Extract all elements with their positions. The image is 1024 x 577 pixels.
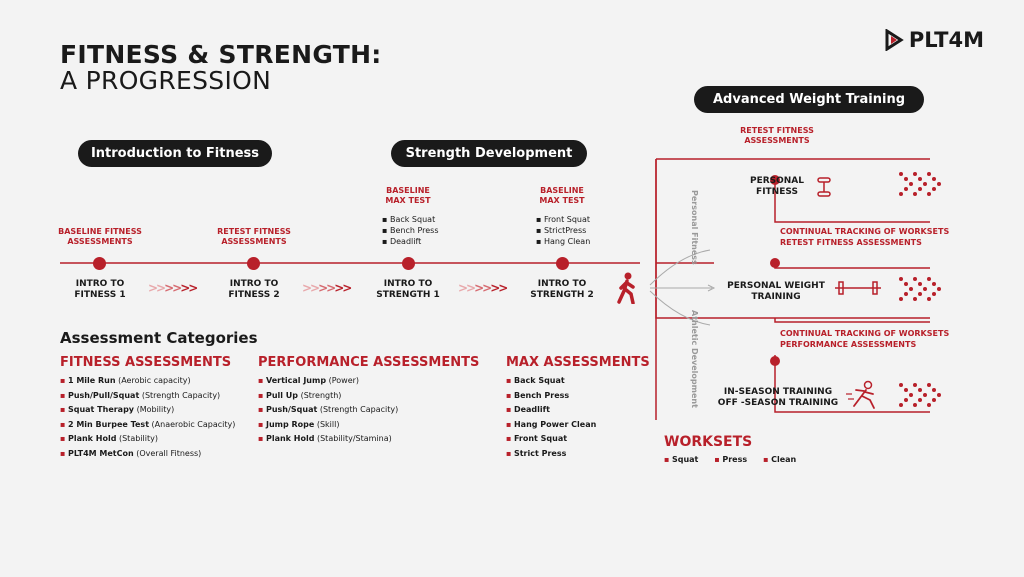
max-assessments-title: MAX ASSESSMENTS [506, 355, 650, 370]
list-item: ▪ Back Squat [506, 374, 596, 389]
dot-arrow-icon [898, 276, 944, 302]
list-item: ▪ Pull Up (Strength) [258, 389, 398, 404]
list-item: ▪ Press [714, 453, 747, 468]
retest-top-label: RETEST FITNESS ASSESSMENTS [740, 126, 814, 145]
node4-top-label: BASELINE MAX TEST [539, 186, 585, 205]
node4-label: INTRO TO STRENGTH 2 [530, 279, 594, 300]
barbell-icon [833, 281, 883, 295]
list-item: ▪ Deadlift [382, 236, 439, 247]
season-note-1: CONTINUAL TRACKING OF WORKSETS [780, 329, 950, 338]
list-item: ▪ Hang Clean [536, 236, 590, 247]
list-item: ▪ Back Squat [382, 214, 439, 225]
node4-items [536, 214, 590, 247]
list-item: ▪ Jump Rope (Skill) [258, 418, 398, 433]
list-item: ▪ Front Squat [536, 214, 590, 225]
node1-marker [93, 257, 106, 270]
list-item: ▪ Hang Power Clean [506, 418, 596, 433]
worksets-list [664, 453, 796, 468]
personal-fitness-label: PERSONAL FITNESS [749, 176, 805, 197]
chevron-arrows-icon: >>>>>> [302, 281, 351, 295]
node2-top-label: RETEST FITNESS ASSESSMENTS [217, 227, 291, 246]
node3-top-label: BASELINE MAX TEST [385, 186, 431, 205]
assessment-categories-heading: Assessment Categories [60, 329, 258, 347]
list-item: ▪ PLT4M MetCon (Overall Fitness) [60, 447, 235, 462]
node2-marker [247, 257, 260, 270]
personal-weight-label: PERSONAL WEIGHT TRAINING [727, 281, 825, 302]
dumbbell-icon [812, 177, 836, 197]
list-item: ▪ Plank Hold (Stability) [60, 432, 235, 447]
side-label-athletic: Athletic Development [690, 310, 699, 408]
weight-note-1: CONTINUAL TRACKING OF WORKSETS [780, 227, 950, 236]
season-training-label: IN-SEASON TRAINING OFF -SEASON TRAINING [717, 387, 839, 408]
page-subtitle: A PROGRESSION [60, 66, 272, 95]
fitness-assessments-title: FITNESS ASSESSMENTS [60, 355, 232, 370]
chevron-arrows-icon: >>>>>> [148, 281, 197, 295]
performance-assessments-list [258, 374, 398, 447]
logo-text: PLT4M [908, 28, 984, 52]
list-item: ▪ Push/Squat (Strength Capacity) [258, 403, 398, 418]
weight-note-2: RETEST FITNESS ASSESSMENTS [780, 238, 922, 247]
phase-intro-pill: Introduction to Fitness [78, 140, 272, 167]
list-item: ▪ Push/Pull/Squat (Strength Capacity) [60, 389, 235, 404]
list-item: ▪ 2 Min Burpee Test (Anaerobic Capacity) [60, 418, 235, 433]
node2-label: INTRO TO FITNESS 2 [228, 279, 280, 300]
side-label-personal: Personal Fitness [690, 190, 699, 265]
list-item: ▪ Front Squat [506, 432, 596, 447]
list-item: ▪ Strict Press [506, 447, 596, 462]
list-item: ▪ 1 Mile Run (Aerobic capacity) [60, 374, 235, 389]
node1-label: INTRO TO FITNESS 1 [74, 279, 126, 300]
node3-marker [402, 257, 415, 270]
list-item: ▪ Clean [763, 453, 796, 468]
fitness-assessments-list [60, 374, 235, 461]
phase-advanced-pill: Advanced Weight Training [694, 86, 924, 113]
list-item: ▪ Vertical Jump (Power) [258, 374, 398, 389]
node1-top-label: BASELINE FITNESS ASSESSMENTS [58, 227, 142, 246]
list-item: ▪ Squat Therapy (Mobility) [60, 403, 235, 418]
max-assessments-list [506, 374, 596, 461]
worksets-title: WORKSETS [664, 434, 753, 450]
list-item: ▪ Squat [664, 453, 698, 468]
list-item: ▪ Bench Press [382, 225, 439, 236]
sprinting-athlete-icon [846, 380, 880, 412]
performance-assessments-title: PERFORMANCE ASSESSMENTS [258, 355, 480, 370]
list-item: ▪ StrictPress [536, 225, 590, 236]
page-title: FITNESS & STRENGTH: [60, 40, 382, 69]
list-item: ▪ Bench Press [506, 389, 596, 404]
dot-arrow-icon [898, 382, 944, 408]
node3-label: INTRO TO STRENGTH 1 [376, 279, 440, 300]
node4-marker [556, 257, 569, 270]
walking-person-icon [615, 272, 639, 304]
list-item: ▪ Deadlift [506, 403, 596, 418]
list-item: ▪ Plank Hold (Stability/Stamina) [258, 432, 398, 447]
phase-strength-pill: Strength Development [391, 140, 587, 167]
dot-arrow-icon [898, 171, 944, 197]
season-note-2: PERFORMANCE ASSESSMENTS [780, 340, 917, 349]
node3-items [382, 214, 439, 247]
chevron-arrows-icon: >>>>>> [458, 281, 507, 295]
